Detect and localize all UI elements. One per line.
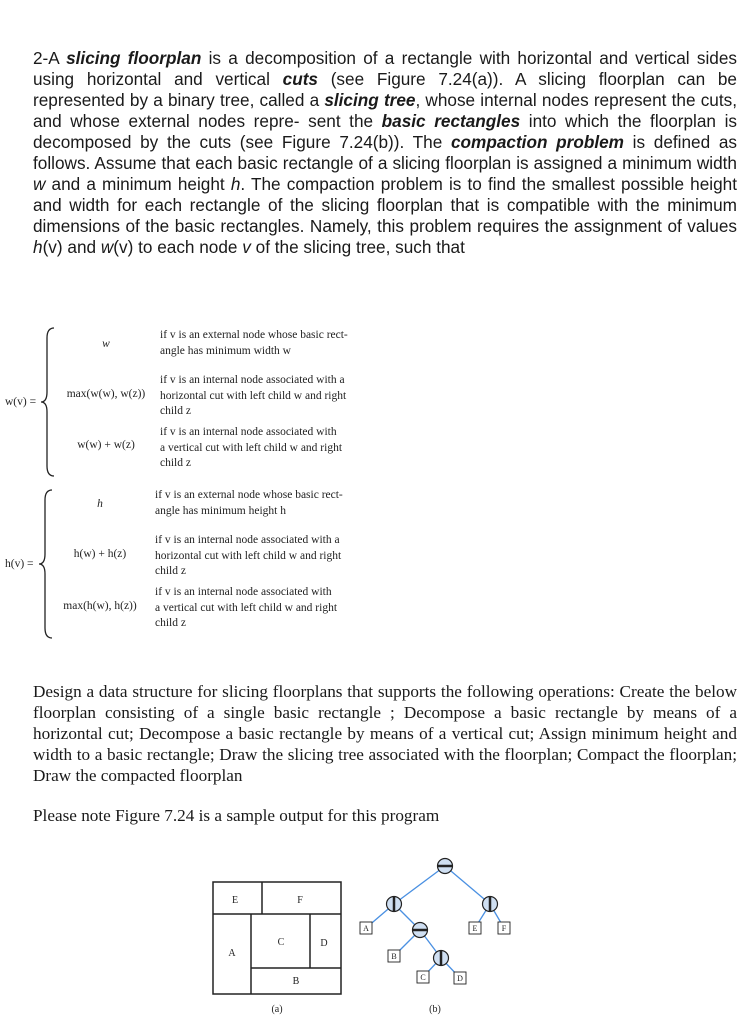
- condition-line: a vertical cut with left child w and right: [155, 601, 338, 614]
- tree-leaf-label: A: [363, 924, 369, 933]
- case-expr: max(h(w), h(z)): [63, 600, 137, 612]
- case-expr: h: [97, 498, 103, 510]
- condition-line: child z: [155, 617, 186, 629]
- text-run: into which the floorplan is decomposed by the cuts (see Figure 7.24(b)). The: [33, 111, 737, 152]
- floorplan-label: F: [297, 895, 303, 906]
- condition-line: if v is an internal node associated with a: [160, 374, 345, 386]
- formula-h-lhs: h(v) =: [5, 558, 34, 570]
- var-v: v: [242, 237, 251, 257]
- text-run: (v): [42, 237, 63, 257]
- text-run: is a decomposition of a rectangle with horizontal and vertical sides using horizontal and vertical: [33, 48, 738, 89]
- case-condition: [155, 533, 341, 580]
- condition-line: child z: [160, 405, 191, 417]
- condition-line: angle has minimum height h: [155, 504, 286, 517]
- formula-w: [0, 320, 745, 480]
- condition-line: if v is an external node whose basic rect-: [155, 489, 343, 501]
- tree-leaf-label: F: [501, 924, 507, 933]
- condition-line: if v is an external node whose basic rect-: [160, 329, 348, 341]
- term-slicing-floorplan: slicing floorplan: [66, 48, 202, 68]
- left-brace-icon: [40, 326, 60, 478]
- condition-line: child z: [160, 457, 191, 469]
- case-expr: max(w(w), w(z)): [66, 388, 146, 400]
- text-run: , whose internal nodes represent the cuts, and whose external nodes repre- sent the: [33, 90, 737, 131]
- case-condition: [160, 328, 348, 359]
- floorplan-label: E: [231, 895, 239, 906]
- text-run: (see Figure 7.24(a)). A slicing floorplan can be represented by a binary tree, called a: [33, 69, 737, 110]
- tree-nodes: [387, 859, 498, 966]
- tree-leaf-label: E: [472, 924, 478, 933]
- tree-leaf-label: B: [391, 952, 397, 961]
- problem-paragraph: [33, 48, 737, 258]
- term-compaction-problem: compaction problem: [451, 132, 624, 152]
- case-expr: h(w) + h(z): [73, 548, 127, 560]
- text-run: and: [62, 237, 101, 257]
- case-condition: [160, 373, 346, 420]
- floorplan-label: A: [228, 948, 236, 959]
- left-brace-icon: [38, 488, 58, 640]
- text-run: . The compaction problem is to find the smallest possible height and width for each rectangle of the slicing floorplan that is compatible with the minimum dimensions of the basic rectangles. Namely, this problem requires the assignment of values: [33, 174, 737, 236]
- condition-line: if v is an internal node associated with a: [155, 534, 340, 546]
- var-h: h: [230, 174, 241, 194]
- condition-line: horizontal cut with left child w and right: [155, 549, 342, 562]
- tree-leaf-label: D: [457, 974, 463, 983]
- text-run: of the slicing tree, such that: [250, 237, 465, 257]
- case-expr: w: [102, 338, 110, 350]
- design-paragraph: Design a data structure for slicing floorplans that supports the following operations: Create the below floorplan consisting of a single basic rectangle ; Decompose a basic rectangle by means of a horizontal cut; Decompose a basic rectangle by means of a vertical cut; Assign minimum height and width to a basic rectangle; Draw the slicing tree associated with the floorplan; Compact the floorplan; Draw the compacted floorplan: [33, 682, 737, 785]
- note-text: Please note Figure 7.24 is a sample output for this program: [33, 806, 440, 825]
- var-w: w: [100, 237, 114, 257]
- vertical-cut-node: [434, 951, 449, 966]
- condition-line: if v is an internal node associated with: [160, 426, 337, 438]
- tree-leaf-label: C: [420, 973, 426, 982]
- figure-7-24: [200, 850, 530, 1020]
- caption-b: (b): [429, 1004, 441, 1015]
- condition-line: horizontal cut with left child w and right: [160, 389, 347, 402]
- case-condition: [160, 425, 342, 472]
- condition-line: a vertical cut with left child w and right: [160, 441, 343, 454]
- case-condition: [155, 488, 343, 519]
- formula-h: [0, 482, 745, 642]
- case-condition: [155, 585, 337, 632]
- term-basic-rectangles: basic rectangles: [381, 111, 521, 131]
- caption-a: (a): [271, 1004, 283, 1015]
- problem-number: 2-A: [33, 48, 59, 68]
- text-run: (v): [113, 237, 134, 257]
- var-h: h: [33, 237, 43, 257]
- formula-w-lhs: w(v) =: [5, 396, 37, 408]
- condition-line: child z: [155, 565, 186, 577]
- vertical-cut-node: [483, 897, 498, 912]
- text-run: to each node: [133, 237, 243, 257]
- case-expr: w(w) + w(z): [77, 439, 135, 451]
- text-run: is defined as follows. Assume that each basic rectangle of a slicing floorplan is assigned a minimum width: [33, 132, 738, 173]
- horizontal-cut-node: [413, 923, 428, 938]
- text-run: and a minimum height: [45, 174, 231, 194]
- floorplan-label: C: [277, 937, 285, 948]
- term-cuts: cuts: [282, 69, 318, 89]
- floorplan-label: D: [320, 938, 328, 949]
- condition-line: angle has minimum width w: [160, 344, 291, 357]
- term-slicing-tree: slicing tree: [324, 90, 416, 110]
- var-w: w: [33, 174, 46, 194]
- vertical-cut-node: [387, 897, 402, 912]
- floorplan-label: B: [292, 976, 300, 987]
- horizontal-cut-node: [438, 859, 453, 874]
- condition-line: if v is an internal node associated with: [155, 586, 332, 598]
